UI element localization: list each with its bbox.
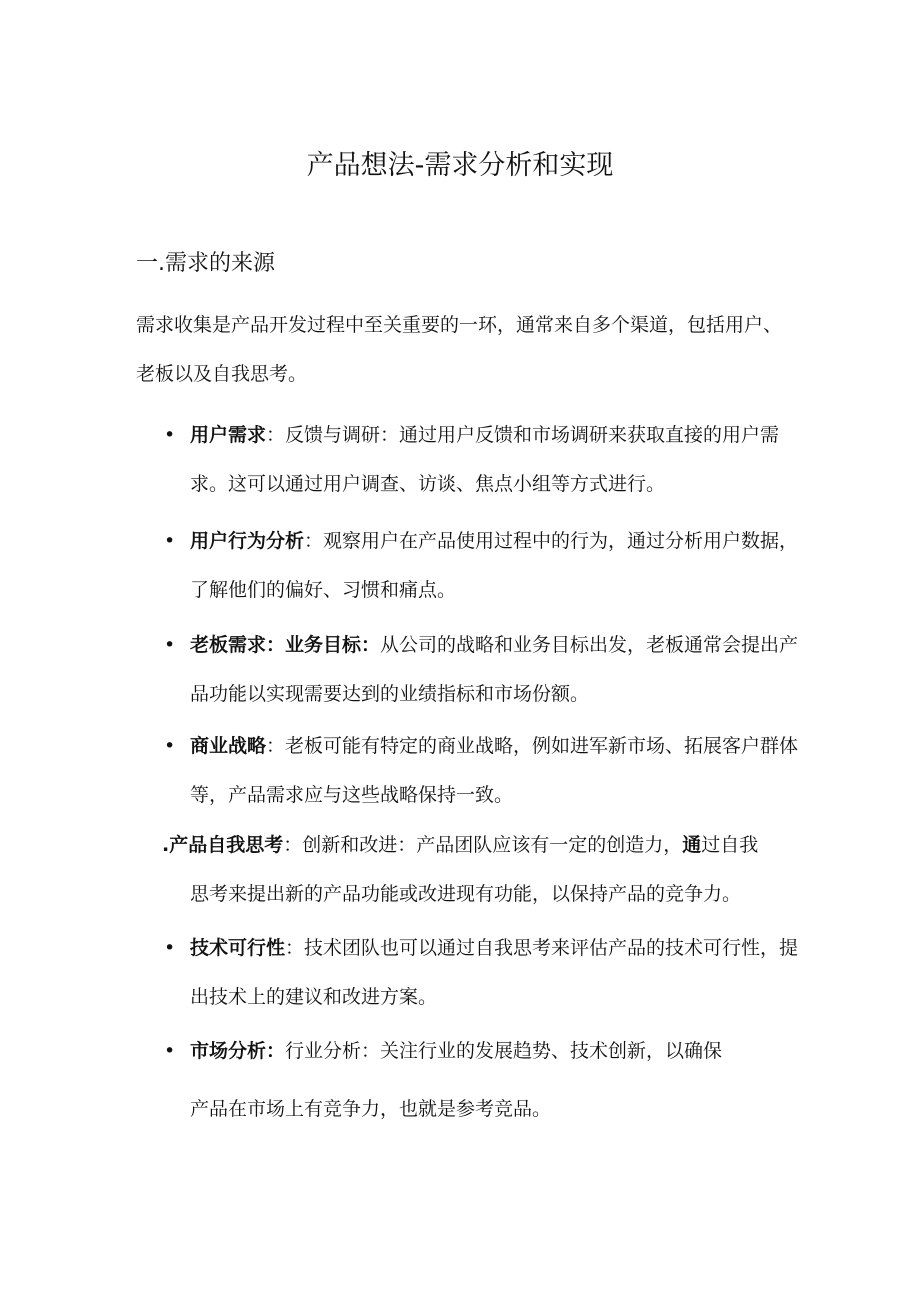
item-term: 市场分析： bbox=[190, 1040, 286, 1062]
item-text: 技术团队也可以通过自我思考来评估产品的技术可行性，提出技术上的建议和改进方案。 bbox=[190, 937, 799, 1008]
bullet-icon: • bbox=[164, 937, 176, 959]
document-title: 产品想法-需求分析和实现 bbox=[306, 150, 614, 182]
item-separator: ： bbox=[266, 735, 286, 757]
list-item bbox=[164, 924, 802, 1022]
item-text: 过自我 bbox=[701, 834, 759, 856]
item-text: 老板可能有特定的商业战略，例如进军新市场、拓展客户群体等，产品需求应与这些战略保持一致。 bbox=[190, 735, 799, 806]
item-text-continued: 产品在市场上有竞争力，也就是参考竞品。 bbox=[190, 1098, 552, 1120]
item-term: 用户行为分析 bbox=[190, 530, 305, 552]
bullet-icon: • bbox=[164, 424, 176, 446]
item-text: 观察用户在产品使用过程中的行为，通过分析用户数据，了解他们的偏好、习惯和痛点。 bbox=[190, 530, 799, 601]
bullet-icon: • bbox=[164, 530, 176, 552]
item-text-bold: 通 bbox=[682, 834, 702, 856]
item-term: 技术可行性 bbox=[190, 937, 286, 959]
list-item bbox=[164, 411, 802, 509]
section-heading: 一.需求的来源 bbox=[136, 251, 275, 276]
item-term: 商业战略 bbox=[190, 735, 267, 757]
item-text: 创新和改进：产品团队应该有一定的创造力， bbox=[302, 834, 683, 856]
list-item bbox=[162, 821, 792, 919]
list-item bbox=[164, 621, 802, 719]
item-separator: ： bbox=[283, 834, 303, 856]
item-separator: ： bbox=[304, 530, 324, 552]
bullet-icon: • bbox=[164, 735, 176, 757]
item-separator: ： bbox=[285, 937, 305, 959]
item-text: 反馈与调研：通过用户反馈和市场调研来获取直接的用户需求。这可以通过用户调查、访谈、焦点小组等方式进行。 bbox=[190, 424, 780, 495]
item-separator: ： bbox=[266, 424, 286, 446]
list-item-continued bbox=[190, 1085, 802, 1134]
item-prefix: . bbox=[162, 834, 170, 856]
item-term: 老板需求：业务目标： bbox=[190, 634, 381, 656]
item-text-continued: 思考来提出新的产品功能或改进现有功能，以保持产品的竞争力。 bbox=[190, 883, 742, 905]
list-item bbox=[164, 722, 802, 820]
item-text: 从公司的战略和业务目标出发，老板通常会提出产品功能以实现需要达到的业绩指标和市场份额。 bbox=[190, 634, 799, 705]
intro-paragraph: 需求收集是产品开发过程中至关重要的一环，通常来自多个渠道，包括用户、老板以及自我思考。 bbox=[136, 314, 783, 385]
list-item bbox=[164, 1027, 802, 1076]
bullet-icon: • bbox=[164, 1040, 176, 1062]
bullet-icon: • bbox=[164, 634, 176, 656]
item-text: 行业分析：关注行业的发展趋势、技术创新，以确保 bbox=[285, 1040, 723, 1062]
list-item bbox=[164, 517, 802, 615]
item-term: 产品自我思考 bbox=[169, 834, 284, 856]
item-term: 用户需求 bbox=[190, 424, 267, 446]
